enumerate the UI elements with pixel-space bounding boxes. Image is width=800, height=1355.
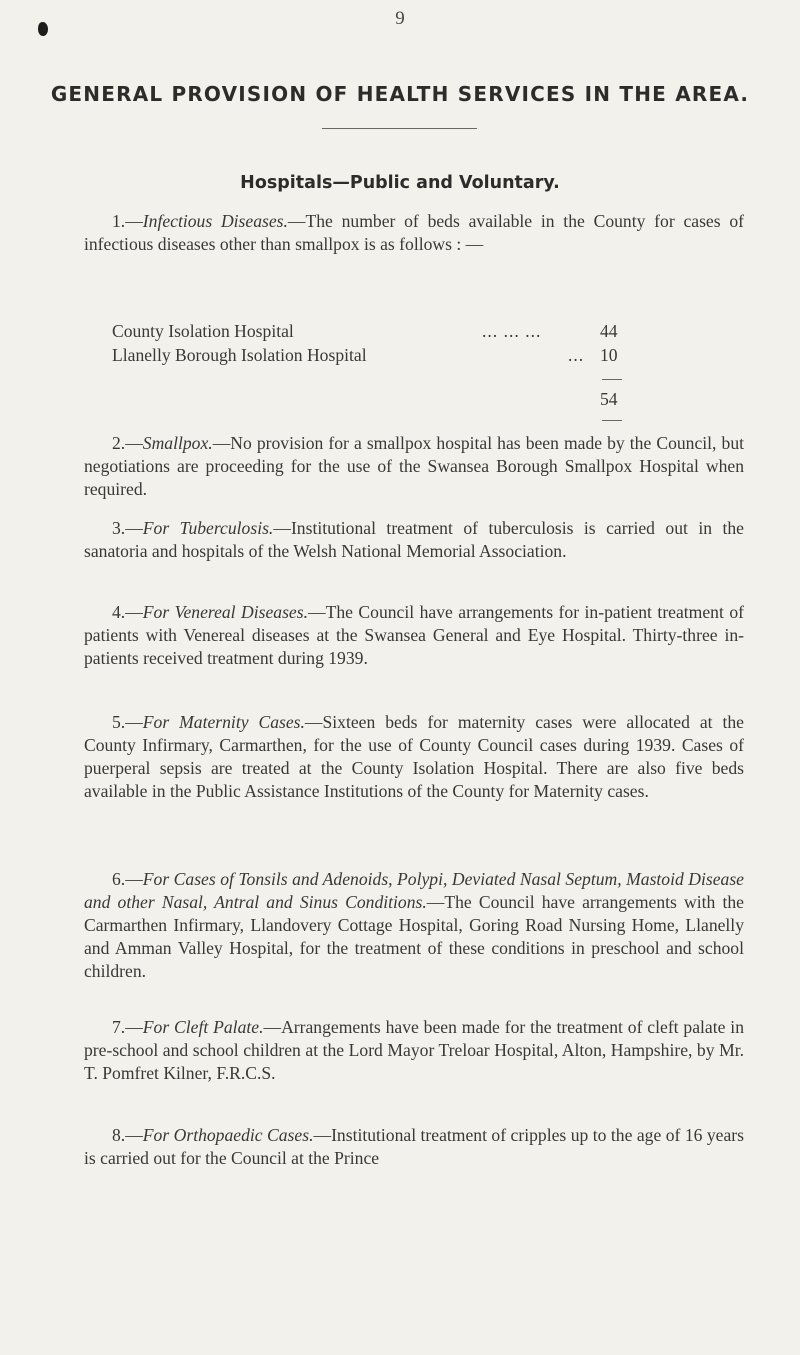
total-rule xyxy=(602,420,622,421)
section-maternity xyxy=(84,711,744,803)
section-text: —No provision for a smallpox hospital has been made by the Council, but negotiations are proceeding for the use of the Swansea Borough Smallpox Hospital when required. xyxy=(84,433,744,499)
section-text: —Institutional treatment of cripples up to the age of 16 years is carried out for the Council at the Prince xyxy=(84,1125,744,1168)
section-title: For Maternity Cases. xyxy=(142,712,305,732)
section-infectious-diseases xyxy=(84,210,744,256)
sum-rule xyxy=(602,379,622,380)
section-number: 8.— xyxy=(112,1125,143,1145)
section-number: 3.— xyxy=(112,518,143,538)
section-text: —The Council have arrangements with the Carmarthen Infirmary, Llandovery Cottage Hospital, Goring Road Nursing Home, Llanelly and Amman Valley Hospital, for the treatment of these conditions in preschool and school children. xyxy=(84,892,744,981)
table-row-beds: 10 xyxy=(600,345,618,365)
section-orthopaedic xyxy=(84,1124,744,1170)
section-number: 5.— xyxy=(112,712,143,732)
table-row-dots: ... ... ... xyxy=(482,321,542,341)
section-title: For Cases of Tonsils and Adenoids, Polypi, Deviated Nasal Septum, Mastoid Disease and other Nasal, Antral and Sinus Conditions. xyxy=(84,869,744,912)
section-title: Smallpox. xyxy=(142,433,213,453)
heading-divider xyxy=(322,128,477,129)
table-row-name: County Isolation Hospital xyxy=(112,321,294,341)
section-text: —Institutional treatment of tuberculosis is carried out in the sanatoria and hospitals of the Welsh National Memorial Association. xyxy=(84,518,744,561)
section-title: For Tuberculosis. xyxy=(142,518,274,538)
section-number: 4.— xyxy=(112,602,143,622)
section-cleft-palate xyxy=(84,1016,744,1085)
section-title: For Orthopaedic Cases. xyxy=(142,1125,314,1145)
section-tuberculosis xyxy=(84,517,744,563)
section-venereal-diseases xyxy=(84,601,744,670)
section-number: 6.— xyxy=(112,869,143,889)
page-heading: GENERAL PROVISION OF HEALTH SERVICES IN THE AREA. xyxy=(50,82,750,106)
section-text: —Arrangements have been made for the treatment of cleft palate in pre-school and school children at the Lord Mayor Treloar Hospital, Alton, Hampshire, by Mr. T. Pomfret Kilner, F.R.C.S. xyxy=(84,1017,744,1083)
section-number: 7.— xyxy=(112,1017,143,1037)
section-text: —The number of beds available in the County for cases of infectious diseases other than smallpox is as follows : — xyxy=(84,211,744,254)
section-title: Infectious Diseases. xyxy=(142,211,288,231)
section-title: For Venereal Diseases. xyxy=(142,602,308,622)
section-number: 1.— xyxy=(112,211,143,231)
table-total: 54 xyxy=(600,389,618,409)
table-row-name: Llanelly Borough Isolation Hospital xyxy=(112,345,367,365)
section-title: For Cleft Palate. xyxy=(142,1017,264,1037)
table-row-beds: 44 xyxy=(600,321,618,341)
section-tonsils-adenoids xyxy=(84,868,744,983)
section-text: —Sixteen beds for maternity cases were allocated at the County Infirmary, Carmarthen, for the use of County Council cases during 1939. Cases of puerperal sepsis are treated at the County Isolation Hospital. There are also five beds available in the Public Assistance Institutions of the County for Maternity cases. xyxy=(84,712,744,801)
section-smallpox xyxy=(84,432,744,501)
section-text: —The Council have arrangements for in-patient treatment of patients with Venereal diseases at the Swansea General and Eye Hospital. Thirty-three in-patients received treatment during 1939. xyxy=(84,602,744,668)
section-number: 2.— xyxy=(112,433,143,453)
page-number: 9 xyxy=(395,8,405,29)
table-row-dots: ... xyxy=(568,345,585,365)
section-subheading: Hospitals—Public and Voluntary. xyxy=(240,173,560,193)
